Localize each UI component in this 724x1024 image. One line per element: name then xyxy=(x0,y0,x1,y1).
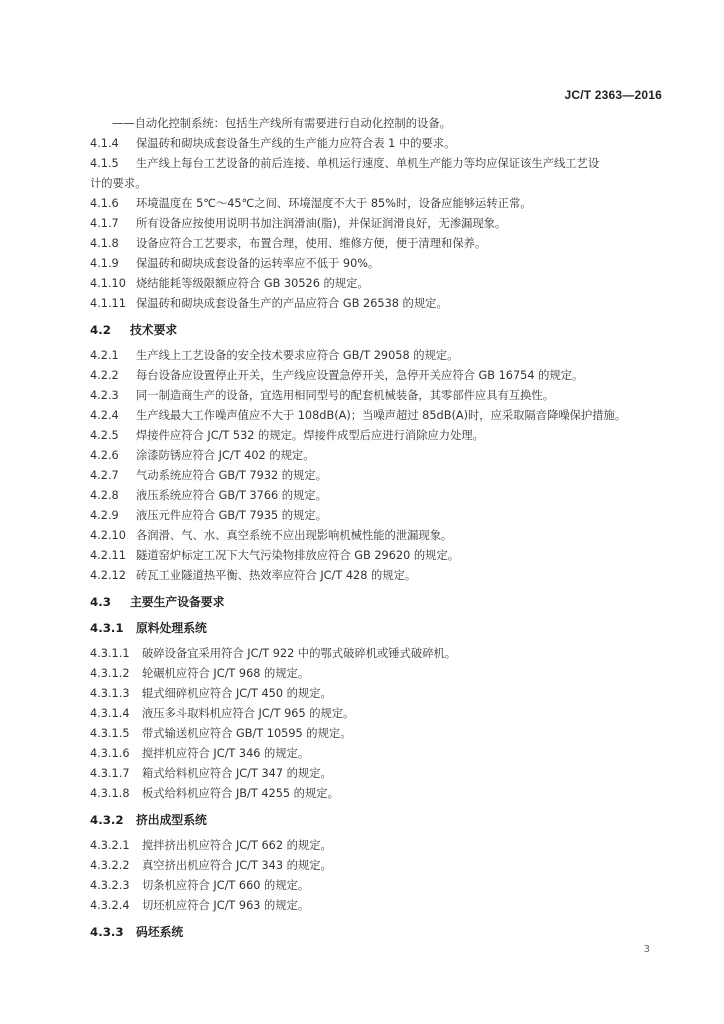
clause-line xyxy=(90,386,670,406)
clause-line xyxy=(90,506,670,526)
clause-number: 4.3.1.3 xyxy=(90,687,130,700)
subsection-number: 4.3.1 xyxy=(90,621,124,635)
clause-text: 烧结能耗等级限额应符合 GB 30526 的规定。 xyxy=(136,277,369,290)
clause-text: 生产线最大工作噪声值应不大于 108dB(A)；当噪声超过 85dB(A)时，应采取隔音降噪保护措施。 xyxy=(136,409,627,422)
clause-number: 4.3.2.2 xyxy=(90,859,130,872)
clause-text: 设备应符合工艺要求，布置合理，使用、维修方便，便于清理和保养。 xyxy=(136,237,487,250)
clause-number: 4.2.5 xyxy=(90,429,119,442)
clause-line xyxy=(90,684,670,704)
clause-number: 4.2.12 xyxy=(90,569,126,582)
clause-number: 4.3.1.1 xyxy=(90,647,130,660)
clause-text: 涂漆防锈应符合 JC/T 402 的规定。 xyxy=(136,449,315,462)
clause-number: 4.2.9 xyxy=(90,509,119,522)
clause-line xyxy=(90,214,670,234)
clause-line xyxy=(90,744,670,764)
section-4-2-clauses xyxy=(90,346,670,586)
subsection-title: 挤出成型系统 xyxy=(136,813,207,827)
clause-number: 4.3.1.6 xyxy=(90,747,130,760)
subsection-title: 原料处理系统 xyxy=(136,621,207,635)
clause-text: 搅拌挤出机应符合 JC/T 662 的规定。 xyxy=(142,839,332,852)
clause-text: 切坯机应符合 JC/T 963 的规定。 xyxy=(142,899,310,912)
clause-line xyxy=(90,486,670,506)
clause-number: 4.1.4 xyxy=(90,137,119,150)
clause-number: 4.1.5 xyxy=(90,157,119,170)
subsection-heading-4-3-3 xyxy=(90,922,670,942)
intro-line: ——自动化控制系统：包括生产线所有需要进行自动化控制的设备。 xyxy=(112,117,451,130)
clause-line xyxy=(90,896,670,916)
clause-line xyxy=(90,154,670,174)
subsection-number: 4.3.3 xyxy=(90,925,124,939)
clause-number: 4.3.2.4 xyxy=(90,899,130,912)
clause-line xyxy=(90,254,670,274)
clause-text: 搅拌机应符合 JC/T 346 的规定。 xyxy=(142,747,310,760)
clause-number: 4.2.8 xyxy=(90,489,119,502)
clause-text: 生产线上工艺设备的安全技术要求应符合 GB/T 29058 的规定。 xyxy=(136,349,459,362)
clause-line xyxy=(90,426,670,446)
clause-line xyxy=(90,856,670,876)
clause-line xyxy=(90,566,670,586)
clause-text: 每台设备应设置停止开关，生产线应设置急停开关，急停开关应符合 GB 16754 的规定。 xyxy=(136,369,584,382)
page-body xyxy=(90,114,670,942)
clause-number: 4.2.3 xyxy=(90,389,119,402)
clause-line xyxy=(90,466,670,486)
clause-number: 4.1.6 xyxy=(90,197,119,210)
page-number: 3 xyxy=(643,944,650,955)
clause-text: 破碎设备宜采用符合 JC/T 922 中的鄂式破碎机或锤式破碎机。 xyxy=(142,647,457,660)
clause-text: 板式给料机应符合 JB/T 4255 的规定。 xyxy=(142,787,339,800)
clause-line xyxy=(90,724,670,744)
clause-number: 4.2.4 xyxy=(90,409,119,422)
subsection-heading-4-3-1 xyxy=(90,618,670,638)
section-number: 4.3 xyxy=(90,595,111,609)
clause-text: 隧道窑炉标定工况下大气污染物排放应符合 GB 29620 的规定。 xyxy=(136,549,460,562)
standard-code-header: JC/T 2363—2016 xyxy=(564,88,662,102)
clause-line xyxy=(90,546,670,566)
clause-text: 轮碾机应符合 JC/T 968 的规定。 xyxy=(142,667,310,680)
section-number: 4.2 xyxy=(90,323,111,337)
clause-text: 气动系统应符合 GB/T 7932 的规定。 xyxy=(136,469,328,482)
clause-number: 4.3.2.3 xyxy=(90,879,130,892)
clause-line xyxy=(90,764,670,784)
section-4-3-1-clauses xyxy=(90,644,670,804)
clause-number: 4.3.1.7 xyxy=(90,767,130,780)
clause-text: 生产线上每台工艺设备的前后连接、单机运行速度、单机生产能力等均应保证该生产线工艺设 xyxy=(136,157,600,170)
clause-number: 4.3.1.8 xyxy=(90,787,130,800)
clause-line xyxy=(90,274,670,294)
clause-text: 液压系统应符合 GB/T 3766 的规定。 xyxy=(136,489,328,502)
clause-number: 4.3.1.4 xyxy=(90,707,130,720)
clause-continuation: 计的要求。 xyxy=(90,177,147,190)
clause-text: 液压多斗取料机应符合 JC/T 965 的规定。 xyxy=(142,707,355,720)
clause-number: 4.1.7 xyxy=(90,217,119,230)
clause-number: 4.1.10 xyxy=(90,277,126,290)
subsection-number: 4.3.2 xyxy=(90,813,124,827)
clause-line xyxy=(90,664,670,684)
clause-line xyxy=(90,836,670,856)
clause-number: 4.3.1.5 xyxy=(90,727,130,740)
section-title: 技术要求 xyxy=(130,323,178,337)
clause-text: 所有设备应按使用说明书加注润滑油(脂)，并保证润滑良好，无渗漏现象。 xyxy=(136,217,507,230)
subsection-heading-4-3-2 xyxy=(90,810,670,830)
clause-line xyxy=(90,194,670,214)
clause-text: 液压元件应符合 GB/T 7935 的规定。 xyxy=(136,509,328,522)
section-heading-4-3 xyxy=(90,592,670,612)
clause-line xyxy=(90,134,670,154)
clause-line xyxy=(90,644,670,664)
clause-line xyxy=(90,704,670,724)
clause-number: 4.1.11 xyxy=(90,297,126,310)
clause-text: 环境温度在 5℃～45℃之间、环境湿度不大于 85%时，设备应能够运转正常。 xyxy=(136,197,532,210)
clause-text: 各润滑、气、水、真空系统不应出现影响机械性能的泄漏现象。 xyxy=(136,529,453,542)
section-4-3-2-clauses xyxy=(90,836,670,916)
clause-line xyxy=(90,294,670,314)
clause-line xyxy=(90,526,670,546)
clause-line xyxy=(90,366,670,386)
clause-text: 带式输送机应符合 GB/T 10595 的规定。 xyxy=(142,727,352,740)
clause-text: 同一制造商生产的设备，宜选用相同型号的配套机械装备，其零部件应具有互换性。 xyxy=(136,389,554,402)
clause-number: 4.2.1 xyxy=(90,349,119,362)
clause-line xyxy=(90,346,670,366)
subsection-title: 码坯系统 xyxy=(136,925,184,939)
clause-number: 4.1.8 xyxy=(90,237,119,250)
clause-text: 切条机应符合 JC/T 660 的规定。 xyxy=(142,879,310,892)
clause-line xyxy=(90,876,670,896)
clause-text: 辊式细碎机应符合 JC/T 450 的规定。 xyxy=(142,687,332,700)
clause-number: 4.2.10 xyxy=(90,529,126,542)
clause-number: 4.2.7 xyxy=(90,469,119,482)
clause-line xyxy=(90,234,670,254)
clause-number: 4.2.11 xyxy=(90,549,126,562)
clause-line xyxy=(90,446,670,466)
clause-line xyxy=(90,406,670,426)
clause-line xyxy=(90,784,670,804)
section-heading-4-2 xyxy=(90,320,670,340)
clause-number: 4.3.2.1 xyxy=(90,839,130,852)
clause-number: 4.2.2 xyxy=(90,369,119,382)
clause-text: 保温砖和砌块成套设备生产线的生产能力应符合表 1 中的要求。 xyxy=(136,137,456,150)
clause-text: 箱式给料机应符合 JC/T 347 的规定。 xyxy=(142,767,332,780)
clause-text: 真空挤出机应符合 JC/T 343 的规定。 xyxy=(142,859,332,872)
section-title: 主要生产设备要求 xyxy=(130,595,225,609)
clause-number: 4.3.1.2 xyxy=(90,667,130,680)
clause-text: 保温砖和砌块成套设备的运转率应不低于 90%。 xyxy=(136,257,380,270)
clause-number: 4.2.6 xyxy=(90,449,119,462)
section-4-1-clauses xyxy=(90,134,670,314)
clause-text: 砖瓦工业隧道热平衡、热效率应符合 JC/T 428 的规定。 xyxy=(136,569,417,582)
clause-number: 4.1.9 xyxy=(90,257,119,270)
clause-text: 保温砖和砌块成套设备生产的产品应符合 GB 26538 的规定。 xyxy=(136,297,448,310)
clause-text: 焊接件应符合 JC/T 532 的规定。焊接件成型后应进行消除应力处理。 xyxy=(136,429,484,442)
